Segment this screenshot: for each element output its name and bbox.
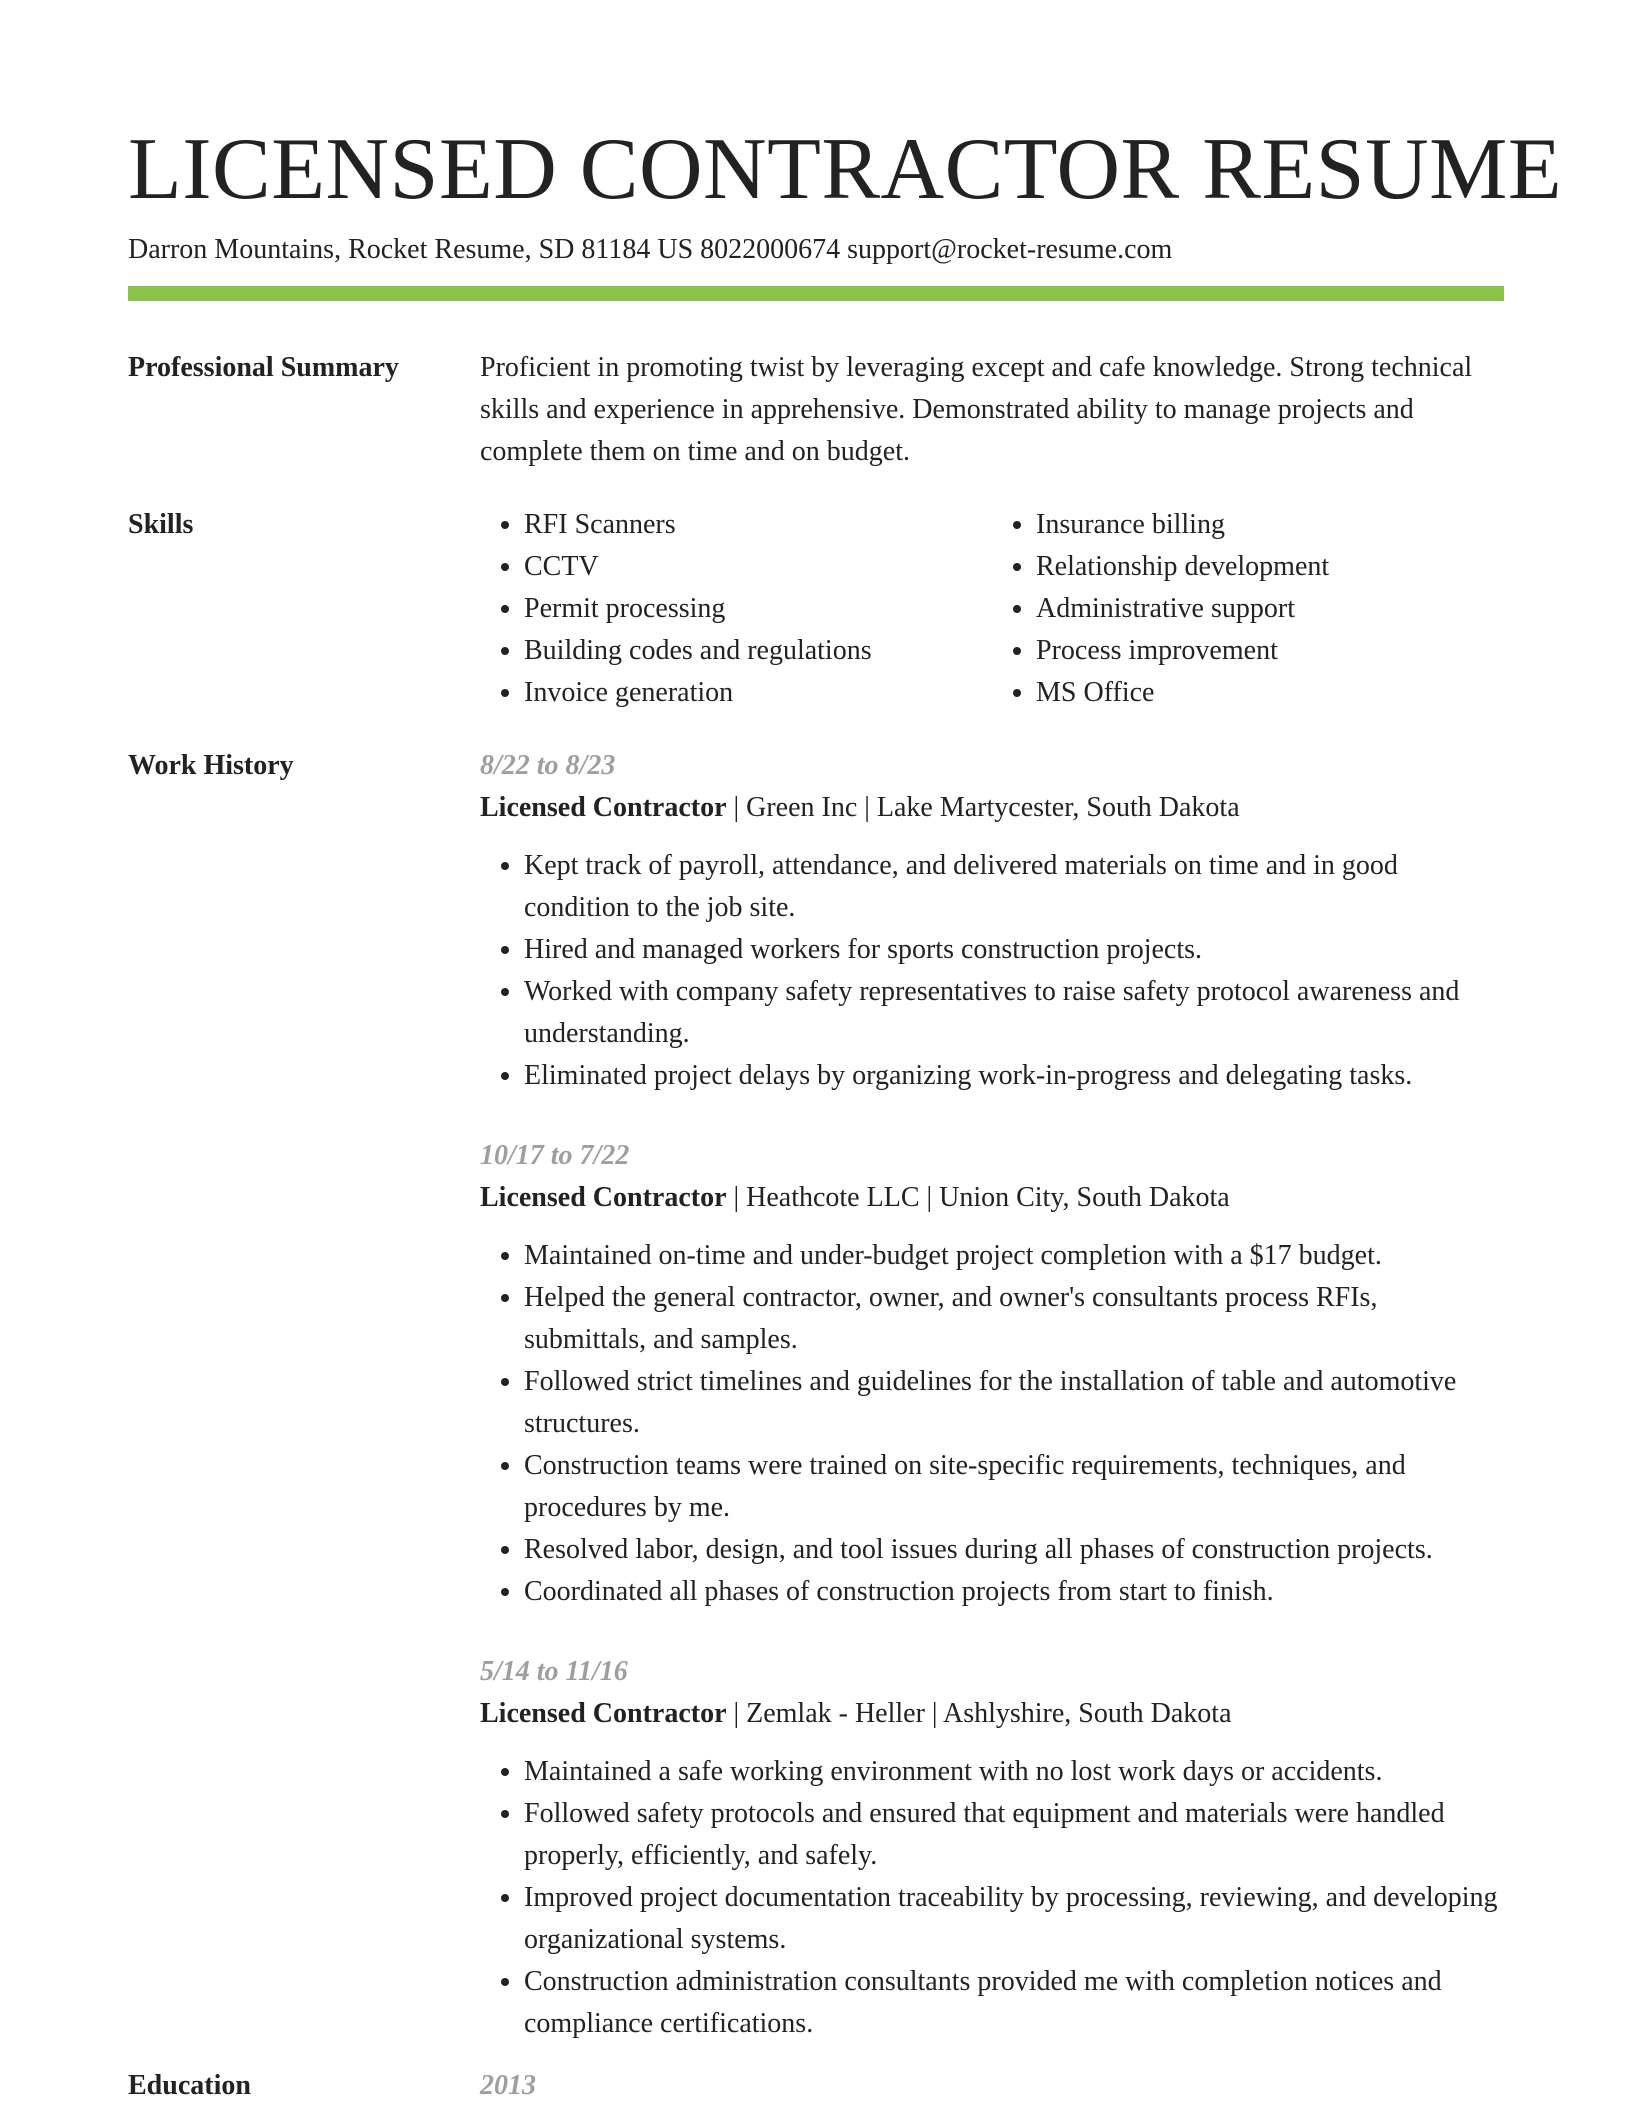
skill-item: • Invoice generation [524, 672, 992, 714]
skills-list-right [992, 504, 1504, 714]
work-history-content [480, 745, 1504, 2045]
job-title: Licensed Contractor [480, 1182, 727, 1213]
job-details: | Green Inc | Lake Martycester, South Dakota [726, 792, 1240, 823]
job-heading [480, 1693, 1504, 1735]
skill-item: • Insurance billing [1036, 504, 1504, 546]
education-label: Education [128, 2070, 251, 2101]
job-bullet: • Helped the general contractor, owner, and owner's consultants process RFIs, submittals, and samples. [524, 1277, 1504, 1361]
education-content [480, 2065, 1504, 2107]
skill-item: • RFI Scanners [524, 504, 992, 546]
job-bullet: • Maintained on-time and under-budget project completion with a $17 budget. [524, 1235, 1504, 1277]
job-bullet: • Worked with company safety representatives to raise safety protocol awareness and understanding. [524, 971, 1504, 1055]
job-bullet: • Eliminated project delays by organizing work-in-progress and delegating tasks. [524, 1055, 1504, 1097]
job-bullet: • Followed safety protocols and ensured that equipment and materials were handled properly, efficiently, and safely. [524, 1793, 1504, 1877]
skill-item: • Relationship development [1036, 546, 1504, 588]
job-entry [480, 1651, 1504, 2045]
job-details: | Zemlak - Heller | Ashlyshire, South Dakota [726, 1698, 1232, 1729]
job-title: Licensed Contractor [480, 792, 727, 823]
job-bullet: • Maintained a safe working environment with no lost work days or accidents. [524, 1751, 1504, 1793]
skills-columns [480, 504, 1504, 714]
summary-content [480, 347, 1504, 473]
job-bullet: • Coordinated all phases of construction projects from start to finish. [524, 1571, 1504, 1613]
job-dates: 5/14 to 11/16 [480, 1656, 628, 1687]
job-entry [480, 1135, 1504, 1613]
skill-item: • Permit processing [524, 588, 992, 630]
work-history-label: Work History [128, 750, 294, 781]
accent-divider [128, 286, 1504, 301]
job-bullets [480, 845, 1504, 1097]
job-bullet: • Followed strict timelines and guidelines for the installation of table and automotive structures. [524, 1361, 1504, 1445]
job-bullet: • Kept track of payroll, attendance, and delivered materials on time and in good condition to the job site. [524, 845, 1504, 929]
skill-item: • Process improvement [1036, 630, 1504, 672]
job-bullet: • Resolved labor, design, and tool issues during all phases of construction projects. [524, 1529, 1504, 1571]
skill-item: • Building codes and regulations [524, 630, 992, 672]
resume-title: LICENSED CONTRACTOR RESUME [128, 121, 1563, 218]
job-bullet: • Construction administration consultants provided me with completion notices and compliance certifications. [524, 1961, 1504, 2045]
skill-item: • Administrative support [1036, 588, 1504, 630]
education-dates: 2013 [480, 2070, 536, 2101]
summary-text: Proficient in promoting twist by leveraging except and cafe knowledge. Strong technical skills and experience in apprehensive. Demonstrated ability to manage projects and complete them on time and on budget. [480, 352, 1473, 467]
skill-item: • MS Office [1036, 672, 1504, 714]
skill-item: • CCTV [524, 546, 992, 588]
job-bullet: • Improved project documentation traceability by processing, reviewing, and developing organizational systems. [524, 1877, 1504, 1961]
job-bullets [480, 1751, 1504, 2045]
job-heading [480, 1177, 1504, 1219]
job-title: Licensed Contractor [480, 1698, 727, 1729]
skills-label: Skills [128, 509, 194, 540]
job-entry [480, 745, 1504, 1097]
summary-label: Professional Summary [128, 352, 399, 383]
skills-list-left [480, 504, 992, 714]
job-dates: 10/17 to 7/22 [480, 1140, 630, 1171]
job-bullet: • Construction teams were trained on site-specific requirements, techniques, and procedures by me. [524, 1445, 1504, 1529]
job-details: | Heathcote LLC | Union City, South Dakota [726, 1182, 1230, 1213]
contact-line: Darron Mountains, Rocket Resume, SD 81184 US 8022000674 support@rocket-resume.com [128, 234, 1173, 265]
job-bullets [480, 1235, 1504, 1613]
job-dates: 8/22 to 8/23 [480, 750, 616, 781]
job-bullet: • Hired and managed workers for sports construction projects. [524, 929, 1504, 971]
job-heading [480, 787, 1504, 829]
